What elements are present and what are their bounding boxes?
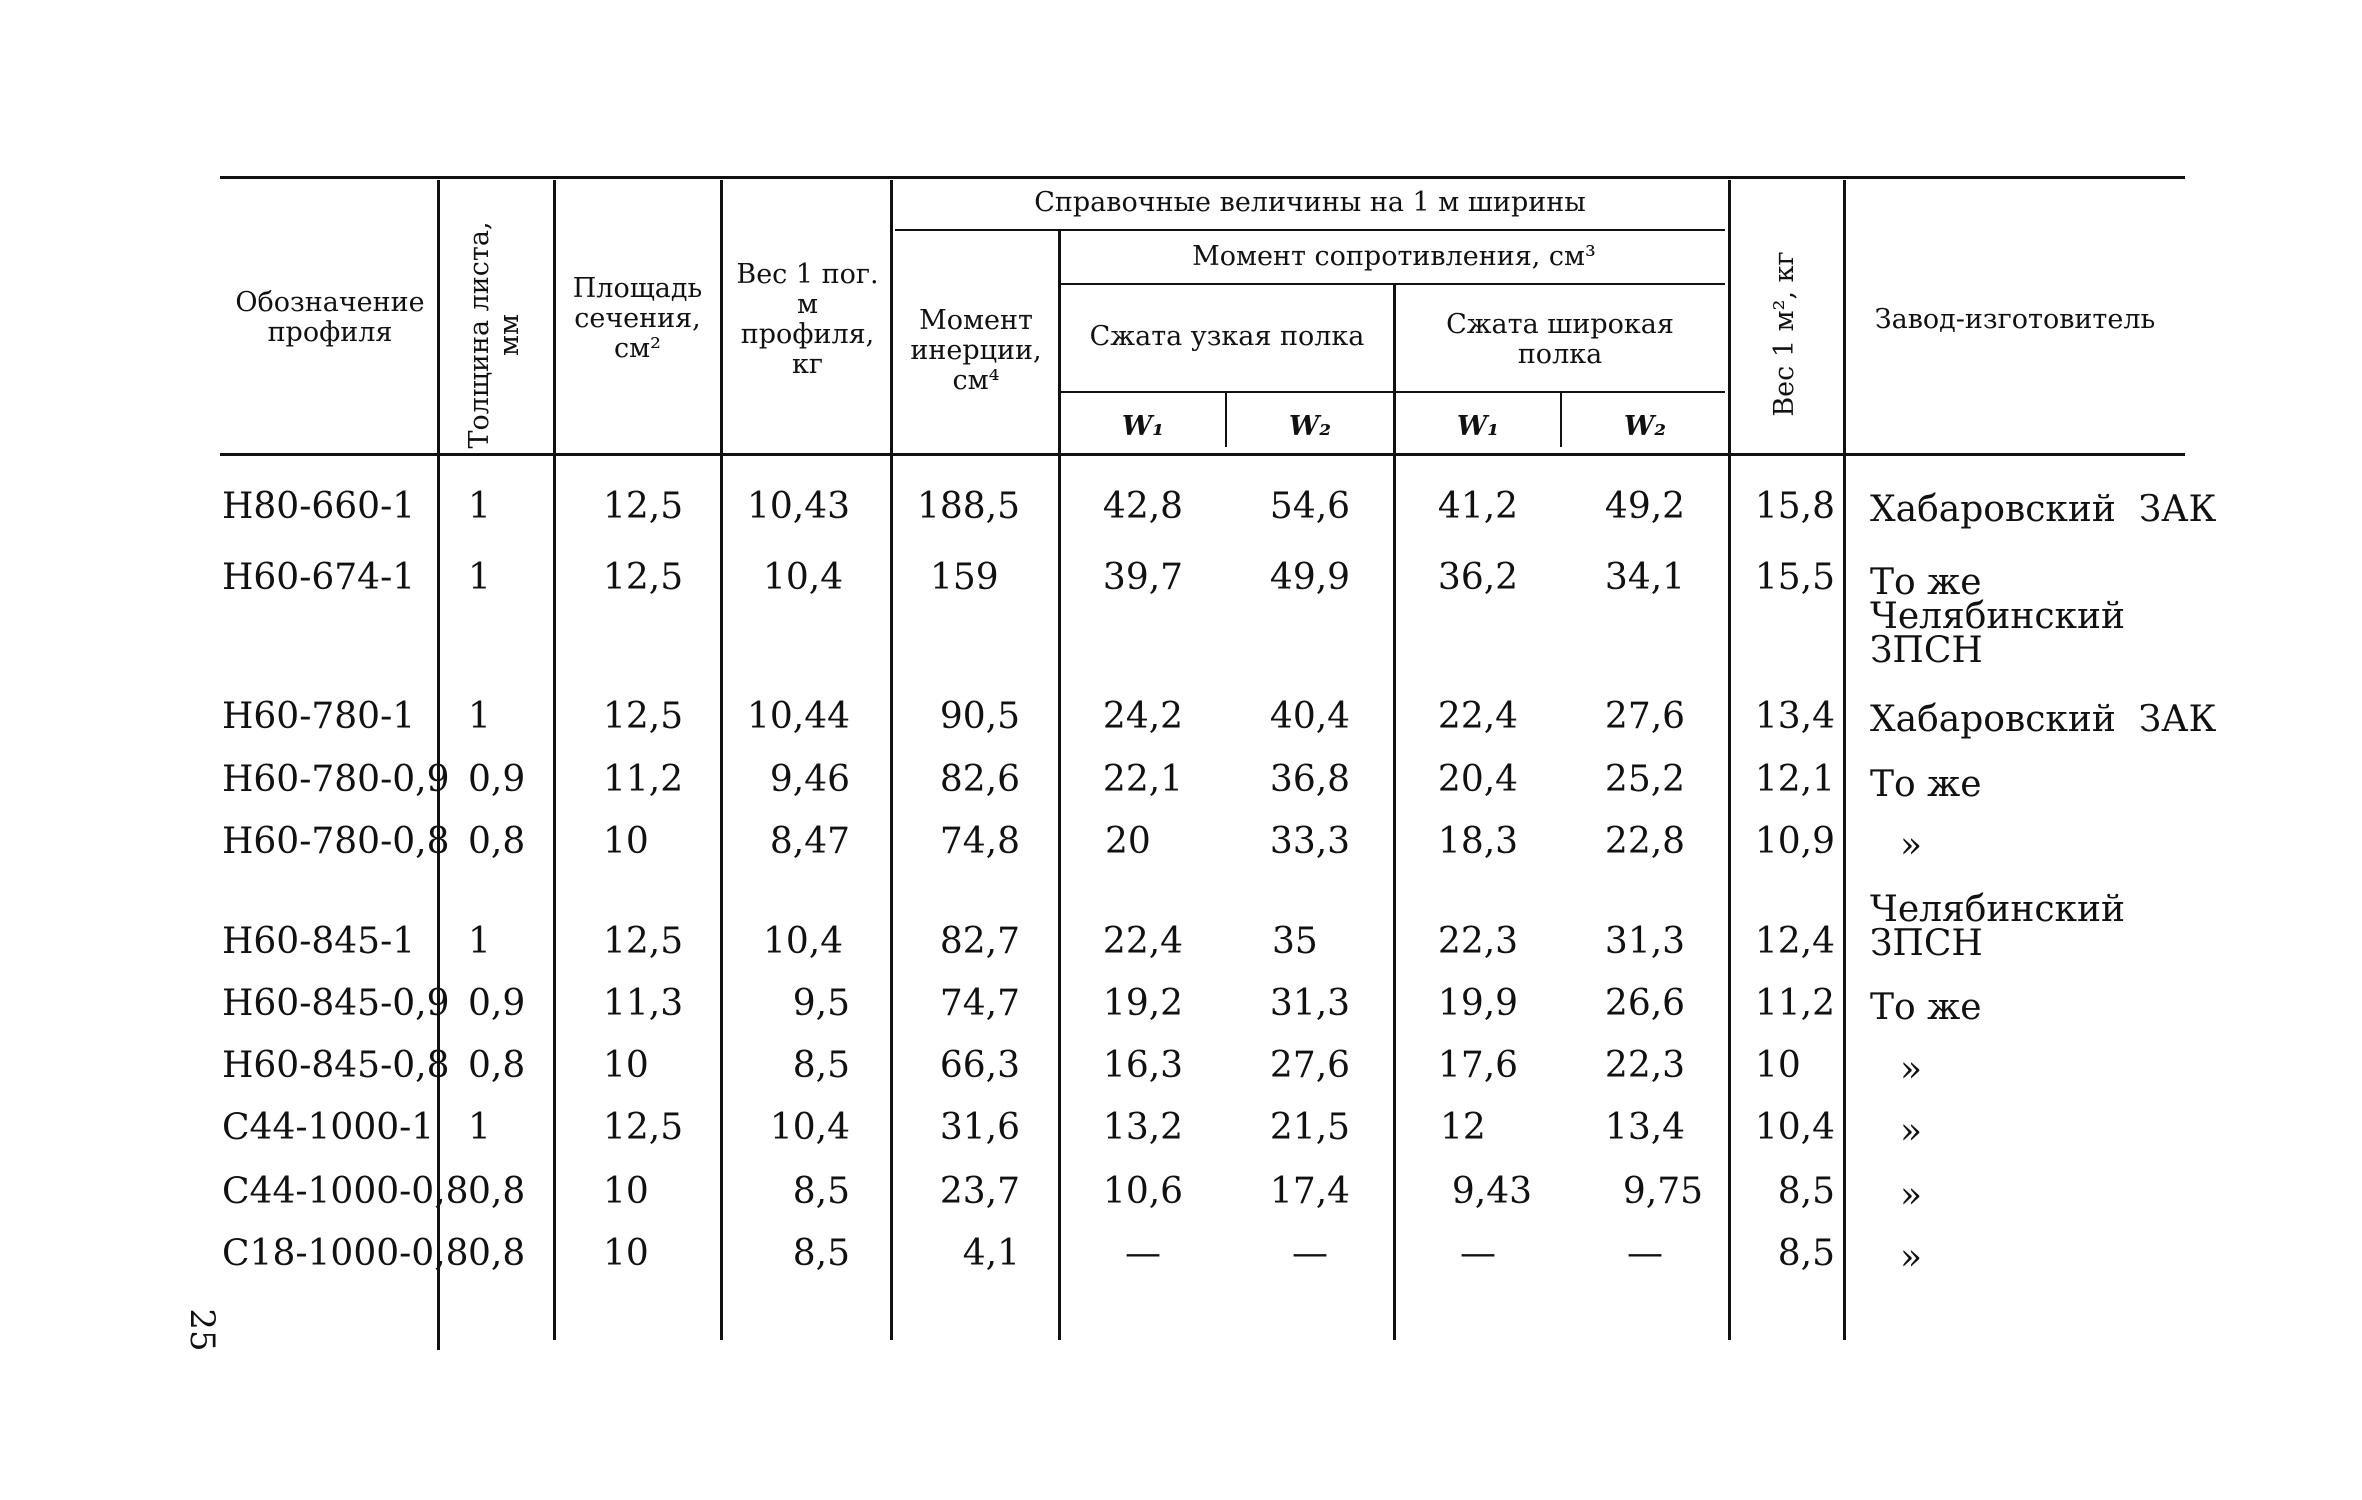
cell-wide-w1: 36,2 bbox=[1437, 557, 1519, 598]
cell-wide-w2: 34,1 bbox=[1604, 557, 1686, 598]
cell-wide-w2: 27,6 bbox=[1604, 696, 1686, 737]
cell-area: 10 bbox=[603, 821, 649, 862]
cell-thickness: 1 bbox=[468, 1107, 491, 1148]
header-designation: Обозначение профиля bbox=[235, 287, 425, 348]
col-divider-7 bbox=[1393, 283, 1396, 1340]
header-narrow-w2: W₂ bbox=[1288, 411, 1332, 442]
col-divider-2 bbox=[553, 180, 556, 1340]
cell-weight-m2: 10,9 bbox=[1754, 821, 1835, 862]
cell-area: 11,2 bbox=[603, 759, 684, 800]
cell-wide-w2: 31,3 bbox=[1604, 921, 1686, 962]
cell-designation: Н60-845-0,8 bbox=[222, 1045, 450, 1086]
cell-narrow-w2: 31,3 bbox=[1269, 983, 1351, 1024]
col-divider-3 bbox=[720, 180, 723, 1340]
cell-weight-m2: 8,5 bbox=[1777, 1233, 1835, 1274]
cell-wide-w2: 22,3 bbox=[1604, 1045, 1686, 1086]
cell-designation: Н60-674-1 bbox=[222, 557, 416, 598]
cell-thickness: 0,8 bbox=[468, 821, 526, 862]
cell-thickness: 1 bbox=[468, 557, 491, 598]
cell-narrow-w1: 13,2 bbox=[1102, 1107, 1184, 1148]
cell-narrow-w1: 22,4 bbox=[1102, 921, 1184, 962]
cell-wide-w1: 20,4 bbox=[1437, 759, 1519, 800]
cell-weight-m2: 8,5 bbox=[1777, 1171, 1835, 1212]
cell-designation: Н80-660-1 bbox=[222, 486, 416, 527]
cell-manufacturer: » bbox=[1900, 1237, 1923, 1278]
cell-wide-w1: 41,2 bbox=[1437, 486, 1519, 527]
cell-narrow-w2: 35 bbox=[1272, 921, 1318, 962]
cell-manufacturer: То же bbox=[1870, 987, 1982, 1028]
cell-manufacturer-line3: ЗПСН bbox=[1870, 630, 1983, 671]
cell-designation: С18-1000-0,8 bbox=[222, 1233, 469, 1274]
cell-wide-w2: — bbox=[1627, 1233, 1663, 1274]
cell-inertia: 74,7 bbox=[939, 983, 1020, 1024]
cell-narrow-w1: 10,6 bbox=[1102, 1171, 1184, 1212]
table-top-rule bbox=[220, 176, 2185, 179]
header-resistance: Момент сопротивления, см³ bbox=[1192, 241, 1596, 272]
cell-thickness: 1 bbox=[468, 696, 491, 737]
cell-weight: 8,5 bbox=[792, 1045, 850, 1086]
cell-area: 12,5 bbox=[603, 921, 684, 962]
cell-weight: 10,4 bbox=[763, 557, 844, 598]
cell-narrow-w1: 42,8 bbox=[1102, 486, 1184, 527]
header-weight-per-m: Вес 1 пог. м профиля, кг bbox=[736, 259, 879, 380]
cell-weight-m2: 12,1 bbox=[1754, 759, 1835, 800]
cell-manufacturer-line2: ЗПСН bbox=[1870, 923, 1983, 964]
cell-wide-w2: 13,4 bbox=[1604, 1107, 1686, 1148]
cell-manufacturer: То же bbox=[1870, 764, 1982, 805]
cell-designation: Н60-780-1 bbox=[222, 696, 416, 737]
cell-weight-m2: 12,4 bbox=[1754, 921, 1835, 962]
cell-weight-m2: 15,5 bbox=[1754, 557, 1835, 598]
cell-weight: 8,5 bbox=[792, 1171, 850, 1212]
cell-designation: Н60-845-1 bbox=[222, 921, 416, 962]
cell-manufacturer: » bbox=[1900, 1111, 1923, 1152]
cell-wide-w1: 22,4 bbox=[1437, 696, 1519, 737]
cell-narrow-w2: 54,6 bbox=[1269, 486, 1351, 527]
cell-inertia: 82,7 bbox=[939, 921, 1020, 962]
cell-weight-m2: 11,2 bbox=[1754, 983, 1835, 1024]
cell-thickness: 0,8 bbox=[468, 1045, 526, 1086]
cell-wide-w1: 17,6 bbox=[1437, 1045, 1519, 1086]
header-area: Площадь сечения, см² bbox=[572, 273, 703, 364]
cell-wide-w1: 9,43 bbox=[1451, 1171, 1532, 1212]
cell-wide-w2: 22,8 bbox=[1604, 821, 1686, 862]
cell-weight: 9,46 bbox=[769, 759, 850, 800]
cell-wide-w1: 12 bbox=[1440, 1107, 1486, 1148]
cell-narrow-w2: 21,5 bbox=[1269, 1107, 1351, 1148]
cell-narrow-w2: 27,6 bbox=[1269, 1045, 1351, 1086]
header-wide-w2: W₂ bbox=[1623, 411, 1667, 442]
cell-weight: 8,47 bbox=[769, 821, 850, 862]
cell-narrow-w1: 22,1 bbox=[1102, 759, 1184, 800]
cell-manufacturer-line2: Челябинский bbox=[1870, 596, 2126, 637]
cell-designation: Н60-845-0,9 bbox=[222, 983, 450, 1024]
page-number: 25 bbox=[182, 1308, 222, 1352]
cell-weight: 8,5 bbox=[792, 1233, 850, 1274]
cell-manufacturer: » bbox=[1900, 825, 1923, 866]
cell-narrow-w2: — bbox=[1292, 1233, 1328, 1274]
cell-thickness: 1 bbox=[468, 486, 491, 527]
cell-thickness: 0,9 bbox=[468, 759, 526, 800]
header-thickness: Толщина листа, мм bbox=[464, 221, 525, 449]
cell-narrow-w2: 17,4 bbox=[1269, 1171, 1351, 1212]
header-narrow: Сжата узкая полка bbox=[1089, 321, 1365, 352]
cell-weight-m2: 10,4 bbox=[1754, 1107, 1835, 1148]
cell-wide-w2: 49,2 bbox=[1604, 486, 1686, 527]
cell-designation: Н60-780-0,9 bbox=[222, 759, 450, 800]
cell-wide-w1: — bbox=[1460, 1233, 1496, 1274]
cell-wide-w2: 25,2 bbox=[1604, 759, 1686, 800]
cell-manufacturer: » bbox=[1900, 1049, 1923, 1090]
cell-manufacturer: То же bbox=[1870, 562, 1982, 603]
cell-inertia: 188,5 bbox=[916, 486, 1020, 527]
header-inertia: Момент инерции, см⁴ bbox=[910, 305, 1042, 396]
cell-weight: 10,44 bbox=[746, 696, 850, 737]
cell-wide-w2: 9,75 bbox=[1622, 1171, 1703, 1212]
cell-weight: 9,5 bbox=[792, 983, 850, 1024]
cell-narrow-w1: 19,2 bbox=[1102, 983, 1184, 1024]
cell-narrow-w1: 16,3 bbox=[1102, 1045, 1184, 1086]
col-divider-6 bbox=[1225, 391, 1227, 447]
cell-thickness: 0,8 bbox=[468, 1233, 526, 1274]
cell-wide-w1: 19,9 bbox=[1437, 983, 1519, 1024]
cell-area: 12,5 bbox=[603, 557, 684, 598]
cell-area: 12,5 bbox=[603, 486, 684, 527]
cell-narrow-w1: 20 bbox=[1105, 821, 1151, 862]
col-divider-5 bbox=[1058, 229, 1061, 1340]
cell-area: 12,5 bbox=[603, 1107, 684, 1148]
cell-area: 10 bbox=[603, 1171, 649, 1212]
cell-manufacturer: » bbox=[1900, 1175, 1923, 1216]
cell-thickness: 0,8 bbox=[468, 1171, 526, 1212]
cell-area: 12,5 bbox=[603, 696, 684, 737]
col-divider-10 bbox=[1843, 180, 1846, 1340]
cell-wide-w1: 22,3 bbox=[1437, 921, 1519, 962]
reference-rule bbox=[895, 229, 1725, 231]
cell-inertia: 23,7 bbox=[939, 1171, 1020, 1212]
cell-manufacturer: Хабаровский ЗАК bbox=[1870, 699, 2217, 740]
cell-inertia: 31,6 bbox=[939, 1107, 1020, 1148]
cell-wide-w1: 18,3 bbox=[1437, 821, 1519, 862]
cell-narrow-w1: 24,2 bbox=[1102, 696, 1184, 737]
cell-designation: С44-1000-0,8 bbox=[222, 1171, 469, 1212]
cell-designation: Н60-780-0,8 bbox=[222, 821, 450, 862]
cell-inertia: 82,6 bbox=[939, 759, 1020, 800]
header-reference: Справочные величины на 1 м ширины bbox=[1034, 187, 1586, 218]
cell-designation: С44-1000-1 bbox=[222, 1107, 435, 1148]
cell-inertia: 159 bbox=[930, 557, 999, 598]
cell-wide-w2: 26,6 bbox=[1604, 983, 1686, 1024]
cell-narrow-w2: 40,4 bbox=[1269, 696, 1351, 737]
cell-weight: 10,43 bbox=[746, 486, 850, 527]
cell-manufacturer: Челябинский bbox=[1870, 889, 2126, 930]
cell-weight: 10,4 bbox=[769, 1107, 850, 1148]
cell-inertia: 4,1 bbox=[962, 1233, 1020, 1274]
cell-area: 10 bbox=[603, 1045, 649, 1086]
cell-inertia: 90,5 bbox=[939, 696, 1020, 737]
cell-narrow-w2: 33,3 bbox=[1269, 821, 1351, 862]
header-wide-w1: W₁ bbox=[1456, 411, 1500, 442]
cell-thickness: 1 bbox=[468, 921, 491, 962]
cell-weight-m2: 10 bbox=[1755, 1045, 1801, 1086]
header-narrow-w1: W₁ bbox=[1121, 411, 1165, 442]
cell-narrow-w1: — bbox=[1125, 1233, 1161, 1274]
cell-weight-m2: 15,8 bbox=[1754, 486, 1835, 527]
cell-narrow-w2: 49,9 bbox=[1269, 557, 1351, 598]
cell-area: 10 bbox=[603, 1233, 649, 1274]
cell-narrow-w1: 39,7 bbox=[1102, 557, 1184, 598]
cell-inertia: 74,8 bbox=[939, 821, 1020, 862]
cell-manufacturer: Хабаровский ЗАК bbox=[1870, 489, 2217, 530]
cell-inertia: 66,3 bbox=[939, 1045, 1020, 1086]
cell-weight-m2: 13,4 bbox=[1754, 696, 1835, 737]
col-divider-8 bbox=[1560, 391, 1562, 447]
header-manufacturer: Завод-изготовитель bbox=[1874, 304, 2156, 335]
header-wide: Сжата широкая полка bbox=[1446, 309, 1674, 370]
cell-narrow-w2: 36,8 bbox=[1269, 759, 1351, 800]
cell-weight: 10,4 bbox=[763, 921, 844, 962]
cell-area: 11,3 bbox=[603, 983, 684, 1024]
header-weight-per-m2: Вес 1 м², кг bbox=[1769, 251, 1800, 417]
cell-thickness: 0,9 bbox=[468, 983, 526, 1024]
